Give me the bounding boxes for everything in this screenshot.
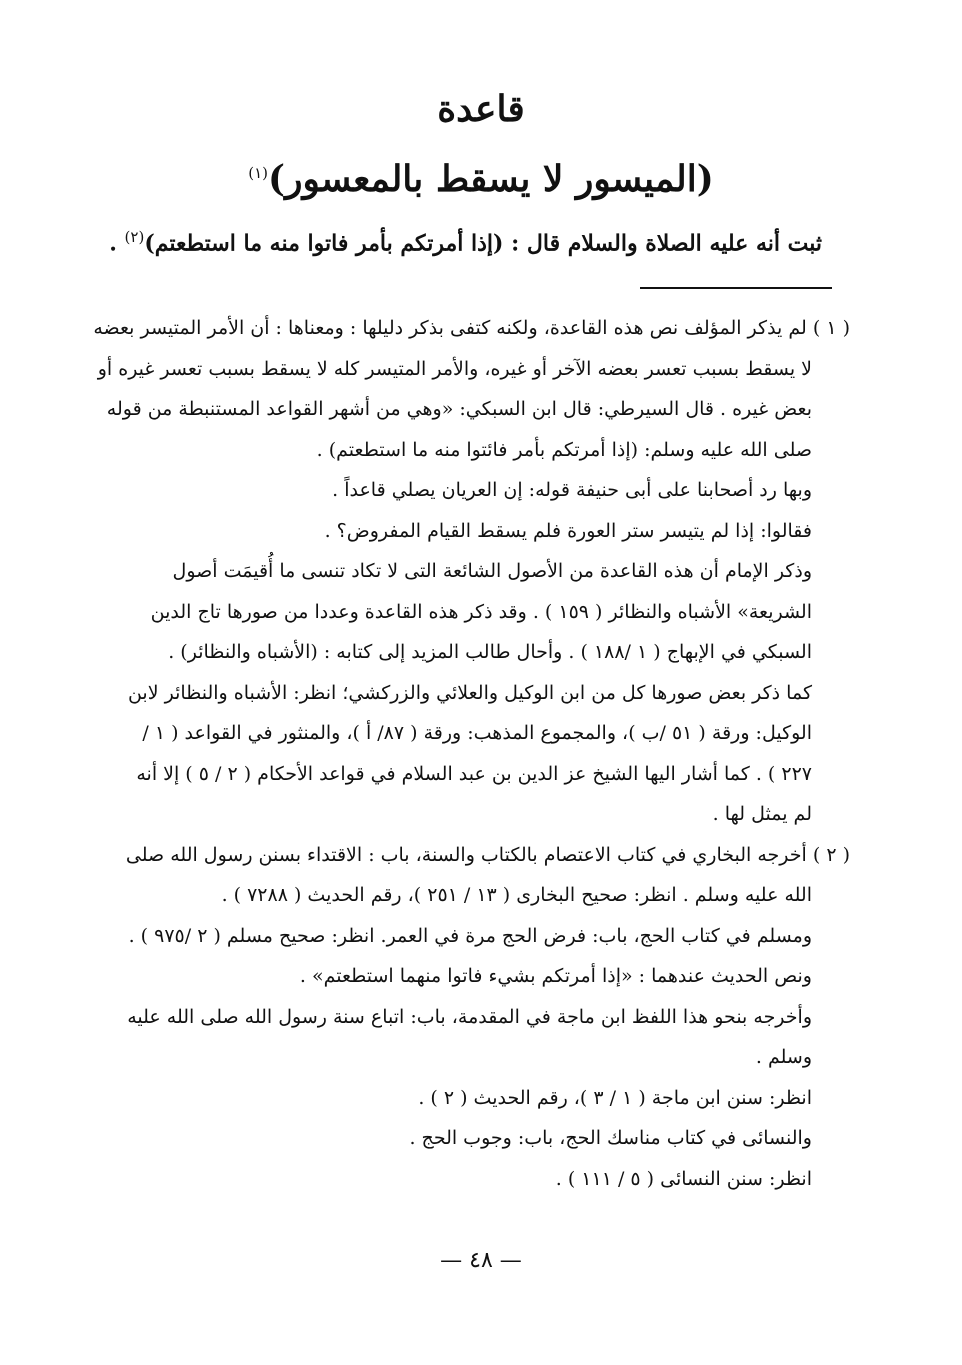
footnote-line: الله عليه وسلم . انظر: صحيح البخارى ( ١٣ / ٢٥١ )، رقم الحديث ( ٧٢٨٨ ) . [221,884,812,906]
footnote-ref-1: (١) [248,164,269,182]
footnote-line: السبكي في الإبهاج ( ١ /١٨٨ ) . وأحال طالب المزيد إلى كتابه : (الأشباه والنظائر) . [168,641,812,663]
footnote-line [110,835,850,876]
footnote-ref-2: (٢) [124,228,145,246]
footnote-separator [640,287,832,289]
footnote-number: ( ١ ) [812,317,850,339]
footnote-line: وأخرجه بنحو هذا اللفظ ابن ماجة في المقدمة، باب: اتباع سنة رسول الله صلى الله عليه [127,1005,812,1028]
footnote-line: انظر: سنن ابن ماجة ( ١ / ٣ )، رقم الحديث ( ٢ ) . [418,1086,812,1109]
footnote-2 [110,835,850,1200]
footnote-text: لم يذكر المؤلف نص هذه القاعدة، ولكنه كتفى بذكر دليلها : ومعناها : أن الأمر المتيسر بعضه [93,317,807,339]
footnote-line: صلى الله عليه وسلم: (إذا أمرتكم بأمر فائتوا منه ما استطعتم) . [316,438,812,461]
intro-text: ثبت أنه عليه الصلاة والسلام قال : (إذا أمرتكم بأمر فاتوا منه ما استطعتم) [144,230,822,257]
rule-heading-text: (الميسور لا يسقط بالمعسور) [268,158,714,200]
rule-heading [0,158,962,200]
intro-end: . [109,230,117,257]
footnotes [93,308,850,1199]
footnote-line: وذكر الإمام أن هذه القاعدة من الأصول الشائعة التى لا تكاد تنسى ما أُقيمَت أصول [172,560,812,582]
footnote-line: وسلم . [755,1046,812,1068]
footnote-line: لم يمثل لها . [712,803,812,825]
footnote-line: لا يسقط بسبب تعسر بعضه الآخر أو غيره، والأمر المتيسر كله لا يسقط بسبب تعسر غيره أو [97,357,812,380]
footnote-line: بعض غيره . قال السيرطي: قال ابن السبكي: «وهي من أشهر القواعد المستنبطة من قوله [106,398,812,420]
footnote-text: أخرجه البخاري في كتاب الاعتصام بالكتاب والسنة، باب : الاقتداء بسنن رسول الله صلى [125,843,807,866]
intro-sentence [102,228,822,256]
footnote-line: ونص الحديث عندهما : «إذا أمرتكم بشيء فاتوا منهما استطعتم» . [299,965,812,987]
footnote-line [93,308,850,349]
footnote-line: فقالوا: إذا لم يتيسر ستر العورة فلم يسقط القيام المفروض؟ . [324,519,812,542]
footnote-line: وبها رد أصحابنا على أبى حنيفة قوله: إن العريان يصلي قاعداً . [332,479,812,501]
footnote-line: انظر: سنن النسائى ( ٥ / ١١١ ) . [555,1167,812,1190]
footnote-line: الشريعة» الأشباه والنظائر ( ١٥٩ ) . وقد ذكر هذه القاعدة وعددا من صورها تاج الدين [150,600,812,623]
footnote-line: ومسلم في كتاب الحج، باب: فرض الحج مرة في العمر. انظر: صحيح مسلم ( ٢ /٩٧٥ ) . [128,924,812,947]
footnote-line: الوكيل: ورقة ( ٥١ /ب )، والمجموع المذهب: ورقة ( ٨٧/ أ )، والمنثور في القواعد ( ١ / [142,722,812,744]
footnote-1 [93,308,850,835]
page-title: قاعدة [437,88,525,130]
page-number: — ٤٨ — [440,1248,522,1273]
footnote-line: كما ذكر بعض صورها كل من ابن الوكيل والعلائي والزركشي؛ انظر: الأشباه والنظائر لابن [127,681,812,704]
footnote-number: ( ٢ ) [812,843,850,866]
footnote-line: والنسائى في كتاب مناسك الحج، باب: وجوب الحج . [409,1127,812,1149]
footnote-line: ٢٢٧ ) . كما أشار اليها الشيخ عز الدين بن عبد السلام في قواعد الأحكام ( ٢ / ٥ ) إلا أنه [136,762,812,785]
